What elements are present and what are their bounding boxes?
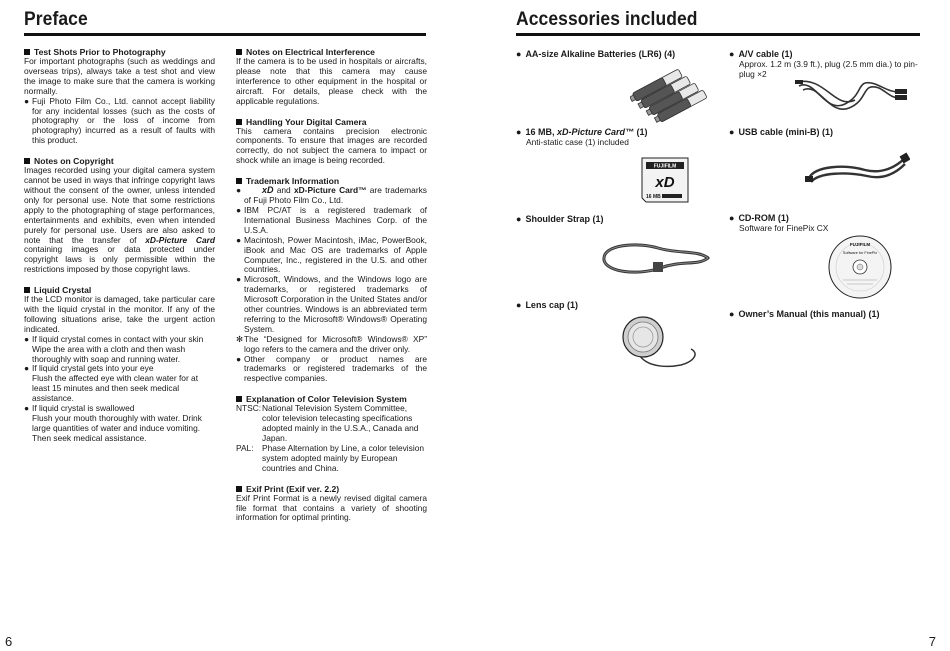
bullet-subtext: Flush the affected eye with clean water for at least 15 minutes and then seek medical assistance. (32, 373, 199, 404)
left-column-1 (24, 47, 215, 454)
page-title: Preface (24, 9, 88, 30)
title-rule (24, 33, 426, 36)
title-rule (516, 33, 920, 36)
bullet-dot-icon: ● (24, 95, 30, 106)
section-body: This camera contains precision electronic components. To ensure that images are recorded correctly, do not subject the camera to impact or shock while an image is being recorded. (236, 125, 427, 166)
bullet-item: ● If liquid crystal comes in contact with your skin (24, 333, 204, 344)
bullet-item: ● IBM PC/AT is a registered trademark of International Business Machines Corp. of the U.S.A. (236, 204, 427, 235)
note-item: ✻ The “Designed for Microsoft® Windows® XP” logo refers to the camera and the driver only. (236, 333, 427, 354)
section-heading: Exif Print (Exif ver. 2.2) (246, 483, 340, 494)
bullet-dot-icon: ● (516, 127, 522, 137)
bullet-dot-icon: ● (236, 185, 242, 196)
section-body: If the LCD monitor is damaged, take particular care with the liquid crystal in the monitor. If any of the following situations arise, take the urgent action indicated. (24, 294, 215, 334)
bullet-dot-icon: ● (516, 49, 522, 59)
card-brand: FUJIFILM (653, 163, 677, 170)
square-bullet-icon (236, 119, 242, 125)
av-cable-icon (795, 74, 910, 116)
accessory-cdrom: ● CD-ROM (1) Software for FinePix CX (729, 213, 829, 233)
bullet-dot-icon: ● (516, 300, 522, 310)
section-exif (236, 484, 427, 524)
bullet-item: ● Microsoft, Windows, and the Windows logo are trademarks, or registered trademarks of Microsoft Corporation in the United States and/or other countries. Windows is an abbreviated term referring to the Microsoft® Windows® Operating System. (236, 274, 427, 334)
page-title: Accessories included (516, 9, 698, 30)
accessory-strap: ● Shoulder Strap (1) (516, 214, 604, 224)
section-body: Exif Print Format is a newly revised digital camera file format that contains a variety of shooting information for optimal printing. (236, 492, 427, 523)
card-size: 16 MB (646, 194, 661, 200)
xd-logo-icon: xD (262, 185, 274, 196)
square-bullet-icon (24, 49, 30, 55)
right-page (475, 0, 950, 651)
accessory-usb-cable: ● USB cable (mini-B) (1) (729, 127, 833, 137)
section-heading: Notes on Electrical Interference (246, 47, 375, 57)
section-heading: Notes on Copyright (34, 156, 114, 167)
section-heading: Handling Your Digital Camera (246, 116, 367, 127)
definition-pal: PAL: Phase Alternation by Line, a color television system adopted mainly by European countries and China. (236, 442, 425, 473)
bullet-item: ● Other company or product names are trademarks or registered trademarks of the respective companies. (236, 353, 427, 384)
section-test-shots (24, 47, 215, 146)
section-heading: Liquid Crystal (34, 285, 92, 296)
usb-cable-icon (805, 150, 910, 192)
bullet-dot-icon: ● (236, 353, 242, 364)
cdrom-icon (827, 234, 893, 300)
section-copyright (24, 156, 215, 275)
section-body: For important photographs (such as weddings and overseas trips), always take a test shot and view the image to make sure that the camera is working normally. (24, 56, 215, 96)
bullet-item: ● If liquid crystal gets into your eye (24, 363, 154, 374)
section-body: Images recorded using your digital camera system cannot be used in ways that infringe copyright laws without the consent of the owner, unless intended only for personal use. Note that some restrictions apply to the photographing of stage performances, entertainments and exhibits, even when intended purely for personal use. Users are also asked to note that the transfer of xD-Picture Card containing images or data protected under copyright laws is only permissible within the restrictions imposed by those copyright laws. (24, 165, 215, 275)
disc-text: Software for FinePix (842, 251, 878, 255)
square-bullet-icon (24, 158, 30, 164)
disc-brand: FUJIFILM (849, 242, 871, 247)
square-bullet-icon (236, 396, 242, 402)
section-heading: Explanation of Color Television System (246, 394, 407, 405)
bullet-item: ● xD and xD-Picture Card™ are trademarks of Fuji Photo Film Co., Ltd. (236, 185, 427, 206)
bullet-dot-icon: ● (729, 49, 735, 59)
bullet-dot-icon: ● (729, 309, 735, 319)
definition-ntsc: NTSC: National Television System Committee, color television telecasting specifications adopted mainly in the U.S.A., Canada and Japan. (236, 403, 419, 443)
section-trademark (236, 176, 427, 384)
accessory-av-cable: ● A/V cable (1) Approx. 1.2 m (3.9 ft.), plug (2.5 mm dia.) to pin-plug ×2 (729, 49, 918, 79)
bullet-item: ● Macintosh, Power Macintosh, iMac, PowerBook, iBook and Mac OS are trademarks of Apple Computer, Inc., registered in the U.S. and other countries. (236, 234, 427, 275)
left-column-2 (236, 47, 427, 533)
xd-card-icon (640, 156, 690, 206)
bullet-subtext: Flush your mouth thoroughly with water. Drink large quantities of water and induce vomiting. Then seek medical assistance. (32, 413, 202, 443)
square-bullet-icon (24, 287, 30, 293)
asterisk-icon: ✻ (236, 333, 244, 344)
section-heading: Trademark Information (246, 176, 340, 187)
page-number: 7 (928, 634, 936, 649)
section-handling (236, 117, 427, 167)
section-interference (236, 47, 427, 107)
bullet-dot-icon: ● (236, 234, 242, 245)
bullet-dot-icon: ● (236, 204, 242, 215)
accessory-xd-card: ● 16 MB, xD-Picture Card™ (1) Anti-static case (1) included (516, 127, 648, 147)
square-bullet-icon (236, 178, 242, 184)
lens-cap-icon (611, 313, 701, 371)
bullet-dot-icon: ● (24, 403, 30, 414)
bullet-dot-icon: ● (729, 127, 735, 137)
bullet-item: ● Fuji Photo Film Co., Ltd. cannot accept liability for any incidental losses (such as the costs of photography or the loss of income from photography) incurred as a result of faults with this product. (24, 95, 215, 146)
strap-icon (598, 232, 713, 284)
square-bullet-icon (236, 486, 242, 492)
bullet-subtext: Wipe the area with a cloth and then wash thoroughly with soap and running water. (32, 343, 186, 364)
bullet-item: ● If liquid crystal is swallowed (24, 403, 135, 414)
bullet-dot-icon: ● (516, 214, 522, 224)
section-heading: Test Shots Prior to Photography (34, 47, 166, 57)
page-number: 6 (5, 634, 13, 649)
bullet-dot-icon: ● (24, 333, 30, 344)
section-liquid-crystal (24, 285, 215, 444)
batteries-icon (630, 66, 710, 126)
section-color-system (236, 394, 427, 473)
bullet-dot-icon: ● (729, 213, 735, 223)
section-body: If the camera is to be used in hospitals or aircrafts, please note that this camera may cause interference to other equipment in the hospital or aircraft. For details, please check with the applicable regulations. (236, 56, 427, 106)
xd-brand-text: xD-Picture Card (145, 234, 215, 245)
accessory-lens-cap: ● Lens cap (1) (516, 300, 578, 310)
accessory-batteries: ● AA-size Alkaline Batteries (LR6) (4) (516, 49, 676, 59)
bullet-dot-icon: ● (236, 274, 242, 285)
card-logo: xD (655, 174, 675, 191)
accessory-owners-manual: ● Owner’s Manual (this manual) (1) (729, 309, 880, 319)
bullet-dot-icon: ● (24, 363, 30, 374)
square-bullet-icon (236, 49, 242, 55)
